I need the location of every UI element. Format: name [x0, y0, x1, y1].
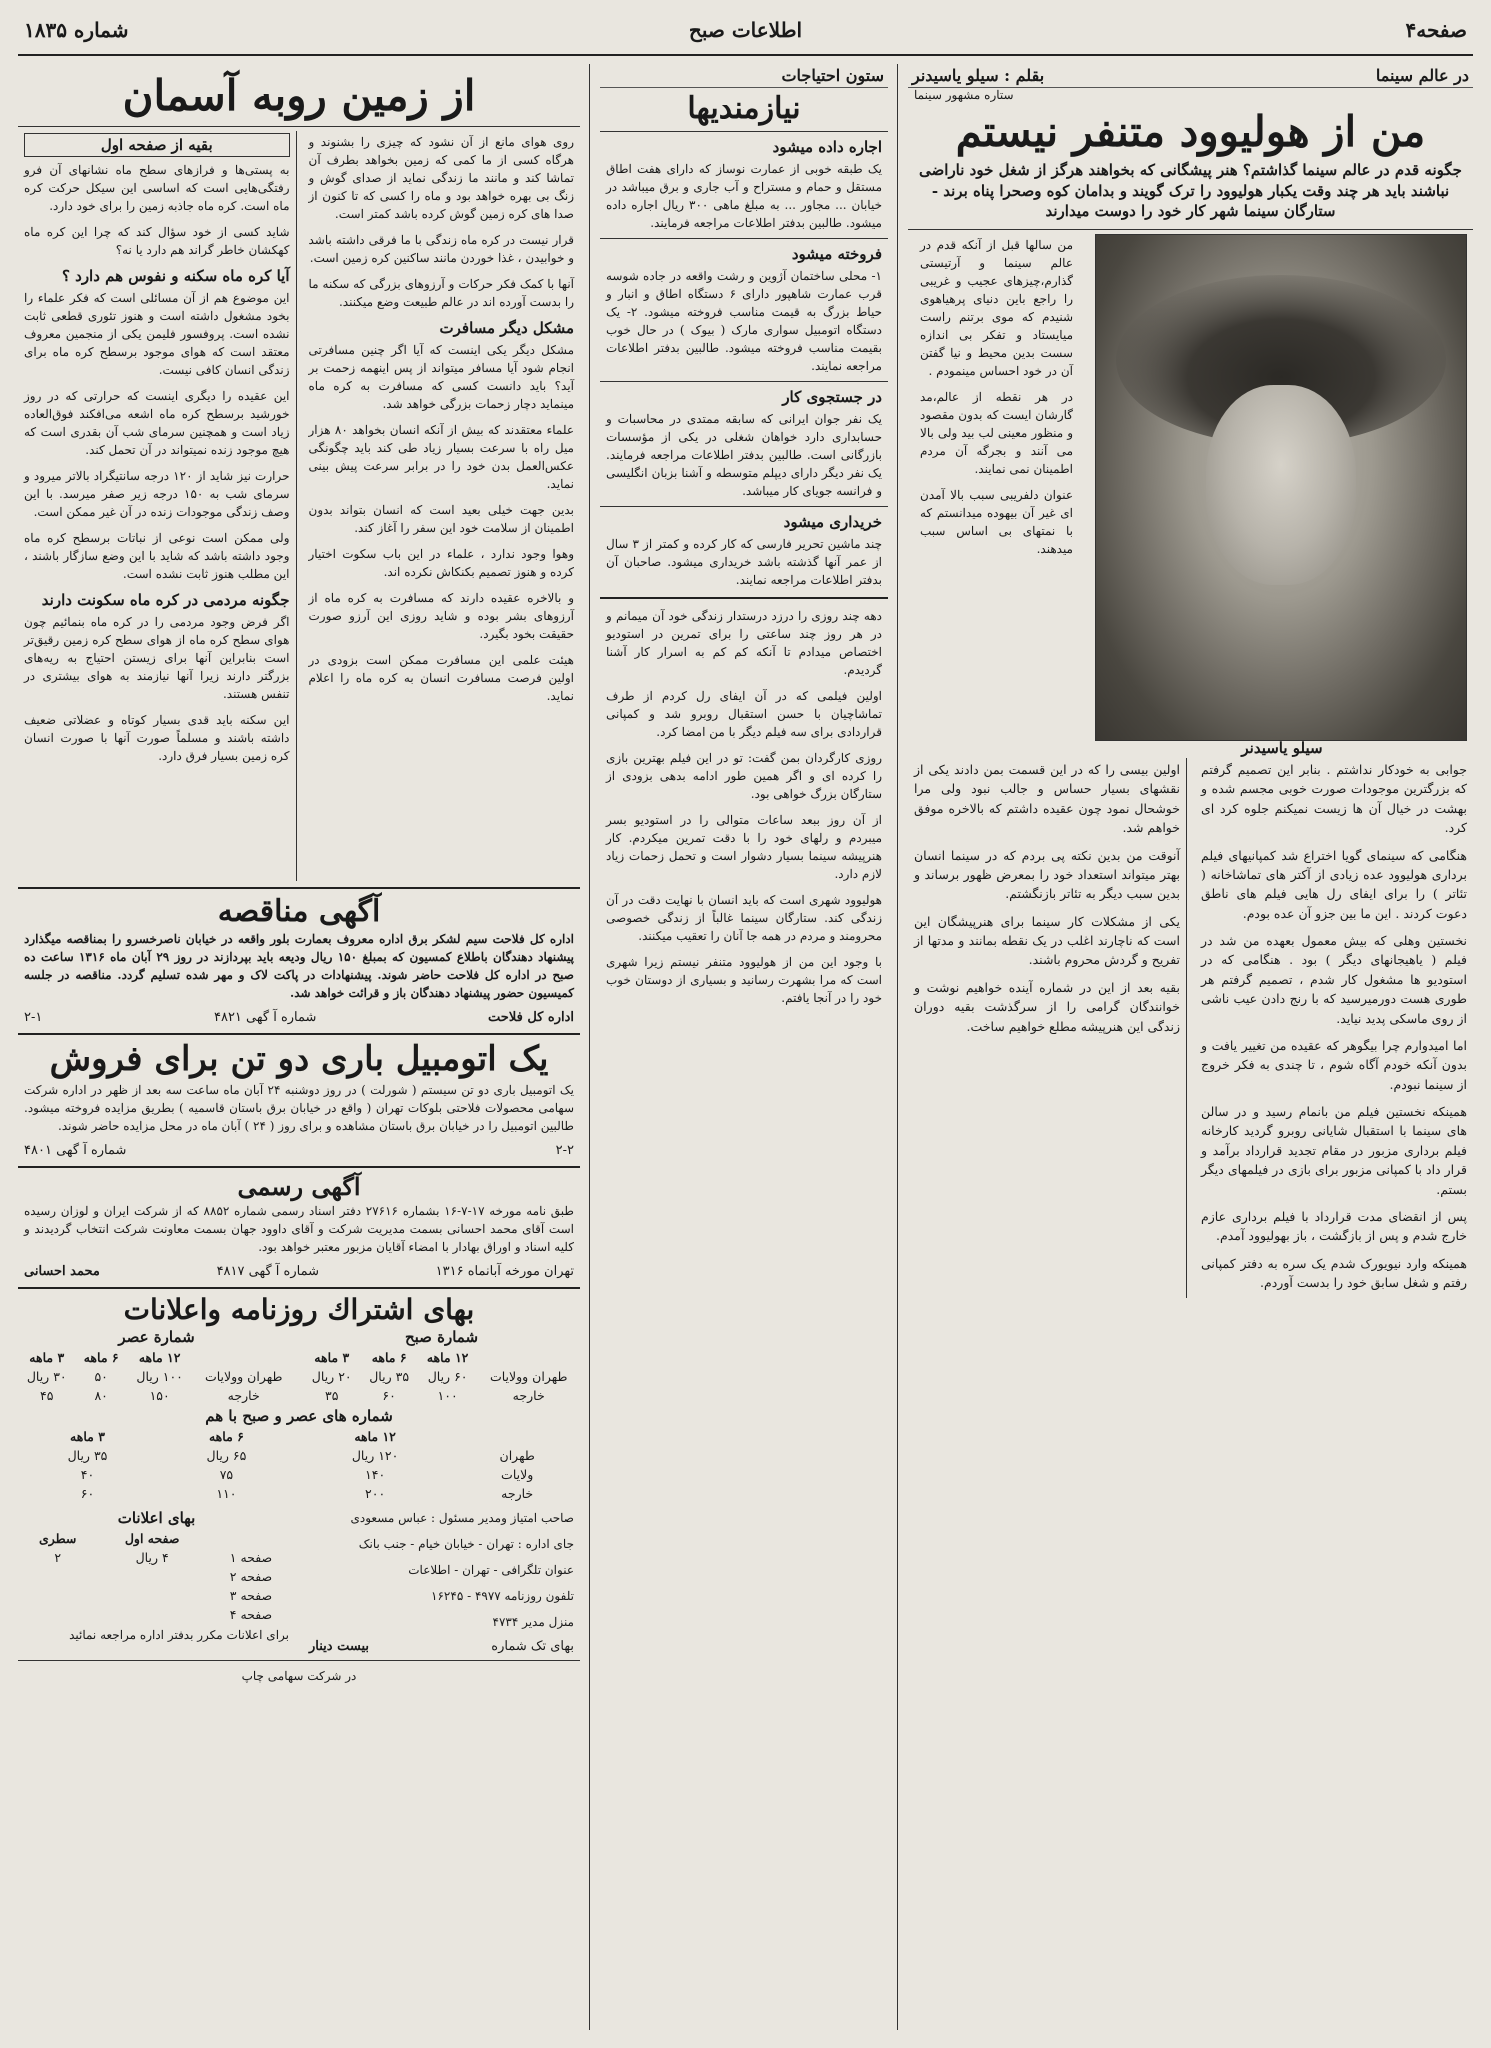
table-row: [303, 1367, 580, 1386]
owner-line: صاحب امتیاز ومدیر مسئول : عباس مسعودی: [350, 1510, 574, 1525]
evening-rates-table: [18, 1348, 295, 1405]
table-row: [18, 1567, 295, 1586]
article-subhead: مشکل دیگر مسافرت: [439, 319, 574, 338]
official-ad-number: شماره آ گهی ۴۸۱۷: [216, 1264, 319, 1280]
section-header: [600, 64, 888, 88]
continued-paragraph: روزی کارگردان بمن گفت: تو در این فیلم بهترین بازی را کرده ای و اگر همین طور ادامه بدهی بزودی از ستارگان بزرگ خواهی بود.: [606, 750, 882, 801]
article-paragraph: روی هوای مانع از آن نشود که چیزی را بشنوند و هرگاه کسی از ما کمی که زمین بخواهد بطرف آن تماشا کند و مانند ما زندگی نماید از صدای گوش و زنگ بی بهره خواهد بود و ماه را کسی که تا کنون از صدا های کره زمین گوش کرده باشد کمتر است.: [308, 135, 574, 222]
tender-ad-number: شماره آ گهی ۴۸۲۱: [213, 1010, 317, 1026]
rates-cell: خارجه: [501, 1485, 534, 1501]
article-subhead: جگونه مردمی در کره ماه سکونت دارند: [41, 591, 290, 610]
rates-cell: ۳۰ ریال: [26, 1368, 67, 1384]
continued-paragraph: از آن روز ببعد ساعات متوالی را در استودیو بسر میبردم و رلهای خود را با دقت تمرین میکردم. کار هنرپیشه سینما بسیار دشوار است و تحمل زحمات زیاد لازم دارد.: [606, 812, 882, 881]
article-paragraph: یکی از مشکلات کار سینما برای هنرپیشگان این است که ناچارند اغلب در یک نقطه بمانند و مدتها از تفریح و گردش محروم باشند.: [914, 913, 1180, 968]
continued-paragraph: هولیوود شهری است که باید انسان با نهایت دقت در آن زندگی کند. ستارگان سینما غالباً از زندگی خصوصی محرومند و مردم در همه جا آنان را تعقیب میکنند.: [606, 892, 882, 943]
tender-ad-sequence: ۲-۱: [24, 1010, 43, 1026]
classified-text: چند ماشین تحریر فارسی که کار کرده و کمتر از ۳ سال از عمر آنها گذشته باشد خریداری میشود. صاحبان آن بدفتر اطلاعات مراجعه نمایند.: [606, 536, 882, 587]
morning-rates-table: [303, 1348, 580, 1405]
rates-header: ۳ ماهه: [314, 1349, 350, 1365]
rates-cell: خارجه: [227, 1387, 260, 1403]
ads-rates: [18, 1507, 295, 1656]
rates-header: [477, 1348, 580, 1367]
address-line: جای اداره : تهران - خیابان خیام - جنب بانک: [358, 1536, 574, 1551]
section-header: [908, 64, 1473, 88]
rates-cell: ۲۰۰: [365, 1485, 386, 1501]
rates-cell: صفحه ۱: [229, 1549, 273, 1565]
actor-photo: [1095, 234, 1467, 741]
article-paragraph: مشکل دیگر یکی اینست که آیا اگر چنین مسافرتی انجام شود آیا مسافر میتواند از پس اینهمه زحمت بر آید؟ باید دانست کسی که مسافرت به کره ماه مینماید دچار زحمات بزرگی خواهد شد.: [308, 343, 574, 412]
rates-cell: ۸۰: [94, 1387, 108, 1403]
article-paragraph: به پستی‌ها و فرازهای سطح ماه نشانهای آن فرو رفتگی‌هایی است که اساسی این سیکل حرکت کره ماه است. کره ماه جاذبه زمین را برای خود دارد.: [24, 163, 290, 214]
rates-cell: خارجه: [512, 1387, 545, 1403]
table-row: [18, 1465, 580, 1484]
rates-header: ۳ ماهه: [70, 1428, 105, 1444]
cinema-column: [908, 64, 1473, 2030]
official-ad-title: آگهی رسمی: [237, 1171, 361, 1201]
official-ad-date: تهران مورخه آبانماه ۱۳۱۶: [435, 1264, 574, 1280]
rates-cell: طهران وولایات: [204, 1368, 283, 1384]
rates-cell: ۱۰۰: [437, 1387, 458, 1403]
classified-section: [600, 243, 888, 377]
rates-cell: ۱۰۰ ریال: [136, 1368, 183, 1384]
article-paragraph: همینکه نخستین فیلم من بانمام رسید و در سالن های سینما با استقبال شایانی روبرو گردید کارخانه فیلم برداری مزبور در مقام تجدید قرارداد برآمد و قرار داد با کمپانی مزبور برای بازی در فیلمهای دیگر بستم.: [1201, 1104, 1467, 1197]
article-paragraph: وهوا وجود ندارد ، علماء در این باب سکوت اختیار کرده و هنوز تصمیم بکنکاش نکرده اند.: [308, 547, 574, 580]
rates-cell: [18, 1586, 97, 1605]
byline-author: بقلم : سیلو یاسیدنر: [912, 66, 1045, 85]
left-column: [18, 64, 580, 2030]
article-paragraph: و بالاخره عقیده دارند که مسافرت به کره ماه از آرزوهای بشر بوده و شاید روزی این آرزو صورت حقیقت بخود بگیرد.: [308, 591, 574, 642]
table-row: [18, 1367, 295, 1386]
article-paragraph: اولین بیسی را که در این قسمت بمن دادند یکی از نقشهای بسیار حساس و جالب نبود ولی مرا خوشحال نمود چون عقیده داشتم که بالاخره موفق خواهم شد.: [914, 762, 1180, 836]
classified-section: [600, 386, 888, 502]
combined-title: شماره های عصر و صبح با هم: [205, 1406, 393, 1425]
ads-rates-title: بهای اعلانات: [117, 1508, 196, 1527]
photo-block: [908, 234, 1473, 758]
continued-paragraph: دهه چند روزی را درزد درستدار زندگی خود آن میمانم و در هر روز چند ساعتی را برای تمرین در استودیو اختصاص میدادم تا آنکه کم کم به اسرار کار آشنا گردیدم.: [606, 608, 882, 677]
rates-cell: ولایات: [501, 1466, 534, 1482]
rates-header: ۳ ماهه: [29, 1349, 65, 1365]
byline-role: ستاره مشهور سینما: [914, 88, 1014, 102]
rates-cell: صفحه ۴: [229, 1606, 273, 1622]
article-paragraph: اگر فرض وجود مردمی را در کره ماه بنمائیم چون هوای سطح کره ماه از هوای سطح کره زمین رقیق‌تر است بنابراین آنها برای زیستن احتیاج به ریه‌های بزرگتر دارند زیرا آنها نیازمند به هوای بیشتری در تنفس هستند.: [24, 615, 290, 702]
rates-cell: [97, 1586, 207, 1605]
official-ad: [18, 1171, 580, 1281]
manager-phone-line: منزل مدیر ۴۷۳۴: [492, 1614, 574, 1629]
paper-name: اطلاعات صبح: [688, 18, 803, 42]
rates-cell: ۶۰: [80, 1485, 95, 1501]
rates-header: ۱۲ ماهه: [426, 1349, 469, 1365]
single-price-value: بیست دینار: [309, 1638, 369, 1654]
rates-cell: ۳۵: [325, 1387, 339, 1403]
classified-title: اجاره داده میشود: [772, 137, 882, 156]
section-label: در عالم سینما: [1375, 66, 1469, 85]
rates-cell: [97, 1567, 207, 1586]
rates-cell: ۶۰ ریال: [427, 1368, 468, 1384]
ads-note: برای اعلانات مکرر بدفتر اداره مراجعه نمائید: [69, 1627, 289, 1642]
subscription-title: بهای اشتراك روزنامه واعلانات: [123, 1293, 475, 1327]
newspaper-page: [18, 14, 1473, 2034]
tender-footer: [18, 1008, 580, 1027]
table-row: [18, 1605, 295, 1624]
classified-title: خریداری میشود: [783, 512, 882, 531]
classified-text: یک نفر جوان ایرانی که سابقه ممتدی در محاسبات و حسابداری دارد خواهان شغلی در یکی از مؤسسات بازرگانی است. طالبین بدفتر اطلاعات مراجعه فرمایند. یک نفر دیگر دارای دیپلم متوسطه و آشنا بزبان انگلیسی و فرانسه جویای کار میباشد.: [606, 411, 882, 498]
photo-side-text: [914, 234, 1079, 754]
table-row: [303, 1386, 580, 1405]
rates-header: ۶ ماهه: [208, 1428, 244, 1444]
single-price-label: بهای تک شماره: [491, 1638, 574, 1654]
article-paragraph: شاید کسی از خود سؤال کند که چرا این کره ماه کهکشان خاطر گراند هم دارد یا نه؟: [24, 225, 290, 258]
rates-cell: [18, 1605, 97, 1624]
rates-cell: طهران: [499, 1447, 535, 1463]
rates-cell: ۱۵۰: [149, 1387, 170, 1403]
rates-cell: صفحه ۲: [229, 1568, 273, 1584]
classified-text: یک طبقه خوبی از عمارت نوساز که دارای هفت اطاق مستقل و حمام و مستراح و آب جاری و برق میباشد در خیابان ... مجاور ... به مبلغ ماهی ۳۰۰ ریال اجاره داده میشود. طالبین بدفتر اطلاعات مراجعه فرمایند.: [606, 161, 882, 230]
rates-cell: ۳۵ ریال: [369, 1368, 410, 1384]
morning-title: شمارة صبح: [404, 1327, 479, 1346]
continued-paragraph: با وجود این من از هولیوود متنفر نیستم زیرا شهری است که مرا بشهرت رسانید و بسیاری از دوستان خوب خود را در آنجا یافتم.: [606, 954, 882, 1005]
rates-cell: ۱۲۰ ریال: [351, 1447, 399, 1463]
official-ad-text: طبق نامه مورخه ۱۷-۷-۱۶ بشماره ۲۷۶۱۶ دفتر اسناد رسمی شماره ۸۸۵۲ که از شرکت ایران و لوزان رسیده است آقای محمد احسانی بسمت مدیریت شرکت و آقای داوود جهان بسمت معاونت شرکت انتخاب گردیدند و کلیه اسناد و اوراق بهادار با امضاء آقایان مزبور معتبر خواهد بود.: [24, 1204, 574, 1255]
article-paragraph: بقیه بعد از این در شماره آینده خواهیم نوشت و خوانندگان گرامی را از سرگذشت بقیه دوران زندگی این هنرپیشه مطلع خواهیم ساخت.: [914, 979, 1180, 1034]
article-paragraph: علماء معتقدند که بیش از آنکه انسان بخواهد ۸۰ هزار میل راه با سرعت بسیار زیاد طی کند باید چگونگی عکس‌العمل بدن خود را در برابر سرعت پیش بینی نماید.: [308, 423, 574, 492]
space-article-right: [303, 131, 581, 881]
article-paragraph: همینکه وارد نیویورک شدم یک سره به دفتر کمپانی رفتم و شغل سابق خود را بدست آوردم.: [1201, 1255, 1467, 1291]
article-paragraph: آنوقت من بدین نکته پی بردم که در سینما انسان بهتر میتواند استعداد خود را بمعرض ظهور برساند و بدین سبب دیگر به تئاتر بازنگشتم.: [914, 847, 1180, 902]
space-article-left: [18, 131, 297, 881]
page-number: صفحه۴: [1405, 18, 1467, 42]
column-divider: [897, 64, 898, 2030]
rates-cell: ۵۰: [94, 1368, 108, 1384]
article-deck: جگونه قدم در عالم سینما گذاشتم؟ هنر پیشگانی که بخواهند هرگز از شغل خود ناراضی نباشند باید هر چند وقت یکبار هولیوود را ترک گویند و بدامان کوه وصحرا پناه برند - ستارگان سینما شهر کار خود را دوست میدارند: [919, 161, 1462, 220]
rates-cell: ۳۵ ریال: [67, 1447, 108, 1463]
issue-number: شماره ۱۸۳۵: [24, 18, 129, 42]
rates-cell: ۱۴۰: [365, 1466, 386, 1482]
ads-rates-table: [18, 1529, 295, 1624]
car-ad-sequence: ۲-۲: [555, 1142, 574, 1158]
rates-header: سطری: [38, 1530, 77, 1546]
classified-title: فروخته میشود: [791, 244, 882, 263]
rates-cell: ۱۱۰: [216, 1485, 237, 1501]
rates-cell: ۶۰: [382, 1387, 396, 1403]
rates-header: ۱۲ ماهه: [354, 1428, 396, 1444]
space-article: [18, 131, 580, 881]
rates-cell: ۲۰ ریال: [311, 1368, 352, 1384]
rates-header: [192, 1348, 295, 1367]
classified-title: در جستجوی کار: [782, 387, 882, 406]
article-paragraph: آنها با کمک فکر حرکات و آرزوهای بزرگی که سکنه ما را بدست آورده اند در عالم طبیعت وضع میکنند.: [308, 277, 574, 310]
rates-cell: ۷۵: [219, 1466, 234, 1482]
car-ad-title: یک اتومبیل باری دو تن برای فروش: [49, 1039, 549, 1080]
classifieds-column: [600, 64, 888, 2030]
section-label: ستون احتیاجات: [781, 66, 884, 85]
official-ad-footer: [18, 1262, 580, 1281]
article-paragraph: ولی ممکن است نوعی از نباتات برسطح کره ماه وجود داشته باشد که شاید با این وضع سازگار باشند ، این مطلب هنوز ثابت نشده است.: [24, 531, 290, 582]
article-paragraph: هیئت علمی این مسافرت ممکن است بزودی در اولین فرصت مسافرت انسان به کره ماه را اعلام نماید.: [308, 653, 574, 704]
article-paragraph: این سکنه باید قدی بسیار کوتاه و عضلاتی ضعیف داشته باشند و مسلماً صورت آنها با صورت انسان کره زمین بسیار فرق دارد.: [24, 713, 290, 764]
car-sale-ad: [18, 1041, 580, 1159]
official-ad-signer: محمد احسانی: [24, 1264, 100, 1280]
rates-header: ۱۲ ماهه: [138, 1349, 181, 1365]
rates-cell: طهران وولایات: [489, 1368, 568, 1384]
tender-ad: [18, 895, 580, 1027]
rates-header: صفحه اول: [124, 1530, 180, 1546]
article-paragraph: جوابی به خودکار نداشتم . بنابر این تصمیم گرفتم که بزرگترین موجودات صورت خوبی مجسم شده و بهشت در خیال آن ها زیست نمیکنم جلوه کرد ای کرد.: [1201, 762, 1467, 836]
car-ad-number: شماره آ گهی ۴۸۰۱: [24, 1142, 127, 1158]
side-paragraph: در هر نقطه از عالم،مد گارشان ایست که بدون مقصود و منظور معینی لب بید ولی بالا می آنند و بجرگه آن مردم اطمینان نمی نمایند.: [920, 390, 1073, 477]
space-headline: از زمین روبه آسمان: [122, 71, 476, 120]
publisher-info: [303, 1507, 580, 1656]
evening-rates: [18, 1326, 295, 1405]
subscription-box: [18, 1295, 580, 1687]
table-row: [18, 1548, 295, 1567]
table-row: [18, 1484, 580, 1503]
rates-header: [207, 1529, 295, 1548]
article-paragraph: پس از انقضای مدت قرارداد با فیلم برداری عازم خارج شدم و پس از بازگشت ، باز بهولیوود آمدم.: [1201, 1208, 1467, 1244]
table-row: [18, 1386, 295, 1405]
rates-cell: [97, 1605, 207, 1624]
face-shape: [1206, 385, 1356, 585]
article-paragraph: اما امیدوارم چرا بیگوهر که عقیده من تغییر یافت و بدون آنکه خودم آگاه شوم ، تا چندی به فکر خروج از سینما نبودم.: [1201, 1037, 1467, 1092]
car-ad-text: یک اتومبیل باری دو تن سیستم ( شورلت ) در روز دوشنبه ۲۴ آبان ماه ساعت سه بعد از ظهر در اداره شرکت سهامی محصولات فلاحتی بلوکات تهران ( واقع در خیابان برق باستان قاسمیه ) بطریق مزایده فروخته میشود. طالبین اتومبیل را در خیابان برق باستان مشاهده و برای روز ( ۲۴ ) آبان ماه در محل مزایده حاضر شوند.: [24, 1082, 575, 1133]
rates-cell: ۴۵: [40, 1387, 54, 1403]
classified-section: [600, 511, 888, 591]
column-divider: [589, 64, 590, 2030]
rates-cell: [18, 1567, 97, 1586]
rates-cell: ۴۰: [80, 1466, 95, 1482]
telegraph-line: عنوان تلگرافی - تهران - اطلاعات: [408, 1562, 574, 1577]
printer-line: در شرکت سهامی چاپ: [241, 1668, 357, 1683]
table-row: [18, 1446, 580, 1465]
continued-tag: بقیه از صفحه اول: [24, 133, 290, 157]
classified-section: [600, 136, 888, 234]
article-paragraph: این موضوع هم از آن مسائلی است که فکر علماء را بخود مشغول داشته است و هنوز تئوری قطعی ثابت نشده است. پروفسور فلیمن یکی از منجمین معروف معتقد است که هوای موجود برسطح کره ماه برای زندگی انسان کافی نیست.: [24, 291, 290, 378]
rates-cell: ۶۵ ریال: [206, 1447, 247, 1463]
masthead: [18, 14, 1473, 56]
rates-cell: صفحه ۳: [229, 1587, 273, 1603]
side-paragraph: من سالها قبل از آنکه قدم در عالم سینما و آرتیستی گذارم،چیزهای عجیب و غریبی را راجع باین دنیای پرهیاهوی شنیدم که موی برتنم راست میایستاد و تفکر بی اندازه سست بدین محیط و نیا گفتن آن در خود احساس مینمودم .: [920, 238, 1073, 379]
evening-title: شمارة عصر: [118, 1327, 195, 1346]
classified-text: ۱- محلی ساختمان آژوین و رشت واقعه در جاده شوسه قرب عمارت شاهپور دارای ۶ دستگاه اطاق و انبار و حیاط بزرگ به قیمت مناسب فروخته میشود. ۲- یک دستگاه اتومبیل سواری مارک ( بیوک ) در حال خوب بقیمت مناسب فروخته میشود. طالبین بدفتر اطلاعات مراجعه نمایند.: [606, 268, 882, 373]
article-paragraph: این عقیده را دیگری اینست که حرارتی که در روز خورشید برسطح کره ماه اشعه می‌افکند فوق‌العاده زیاد است و همچنین سرمای شب آن بقدری است که هیچ موجود زنده نمیتواند در آن تحمل کند.: [24, 389, 290, 458]
article-body-left: [908, 758, 1187, 1298]
article-paragraph: هنگامی که سینمای گویا اختراع شد کمپانیهای فیلم برداری هولیوود عده زیادی از آکتر های تماشاخانه ( تئاتر ) را برای ایفای رل هایی فیلم های ناطق دعوت کردند . این ما بین جزو آن عده بودم.: [1201, 847, 1467, 921]
photo-caption: سیلو یاسیدنر: [1241, 739, 1323, 758]
car-ad-footer: [18, 1141, 580, 1160]
single-price-line: [303, 1637, 580, 1656]
article-subhead: آیا کره ماه سکنه و نفوس هم دارد ؟: [61, 267, 290, 286]
article-body-right: [1195, 758, 1473, 1298]
rates-header: ۶ ماهه: [83, 1349, 119, 1365]
rates-header: ۶ ماهه: [371, 1349, 407, 1365]
tender-text: اداره کل فلاحت سیم لشکر برق اداره معروف بعمارت بلور واقعه در خیابان ناصرخسرو را بمناقصه میگذارد پیشنهاد دهندگان باطلاع کمسیون که بمبلغ ۱۵۰ ریال ودیعه باید بپردازند در روز ۲۹ آبان ماه ۱۳۱۶ ساعت ده صبح در اداره کل فلاحت حاضر شوند. پیشنهادات در پاکت لاک و مهر شده تسلیم گردد. مناقصه در جلسه کمیسیون حضور پیشنهاد دهندگان باز و قرائت خواهد شد.: [24, 932, 575, 1001]
rates-header: [454, 1427, 580, 1446]
rates-cell: ۴ ریال: [135, 1549, 169, 1565]
morning-rates: [303, 1326, 580, 1405]
tender-title: آگهی مناقصه: [217, 894, 381, 930]
side-paragraph: عنوان دلفریبی سبب بالا آمدن ای غیر آن بیهوده میدانستم که با نمتهای بی اساس سبب میدهند.: [920, 488, 1073, 557]
article-paragraph: قرار نیست در کره ماه زندگی با ما فرقی داشته باشد و خوابیدن ، غذا خوردن مانند ساکنین کره زمین است.: [308, 233, 574, 266]
phone-line: تلفون روزنامه ۴۹۷۷ - ۱۶۲۴۵: [431, 1588, 574, 1603]
article-paragraph: نخستین وهلی که بیش معمول بعهده من شد در فیلم ( یاهیجانهای دیگر ) بود . هنگامی که در استودیو ها مشغول کار شدم ، تصمیم گرفتم هر طوری هست دورمیرسید که با رنج دادن عیب ناشی از روی ماسکی پدید نیاید.: [1201, 933, 1467, 1026]
article-paragraph: حرارت نیز شاید از ۱۲۰ درجه سانتیگراد بالاتر میرود و سرمای شب به ۱۵۰ درجه زیر صفر میرسد. با این وصف زندگی موجودات زنده در آن غیر ممکن است.: [24, 469, 290, 520]
classifieds-headline: نیازمندیها: [687, 91, 801, 126]
table-row: [18, 1586, 295, 1605]
article-headline: من از هولیوود متنفر نیستم: [955, 107, 1426, 156]
rates-cell: ۲: [54, 1549, 62, 1565]
combined-rates-table: [18, 1427, 580, 1503]
tender-issuer: اداره کل فلاحت: [488, 1010, 574, 1026]
continued-paragraph: اولین فیلمی که در آن ایفای رل کردم از طرف تماشاچیان با حسن استقبال روبرو شد و کمپانی قراردادی برای سه فیلم دیگر با من امضا کرد.: [606, 688, 882, 739]
article-paragraph: بدین جهت خیلی بعید است که انسان بتواند بدون اطمینان از سلامت خود این سفر را آغاز کند.: [308, 503, 574, 536]
byline: [908, 88, 1473, 102]
